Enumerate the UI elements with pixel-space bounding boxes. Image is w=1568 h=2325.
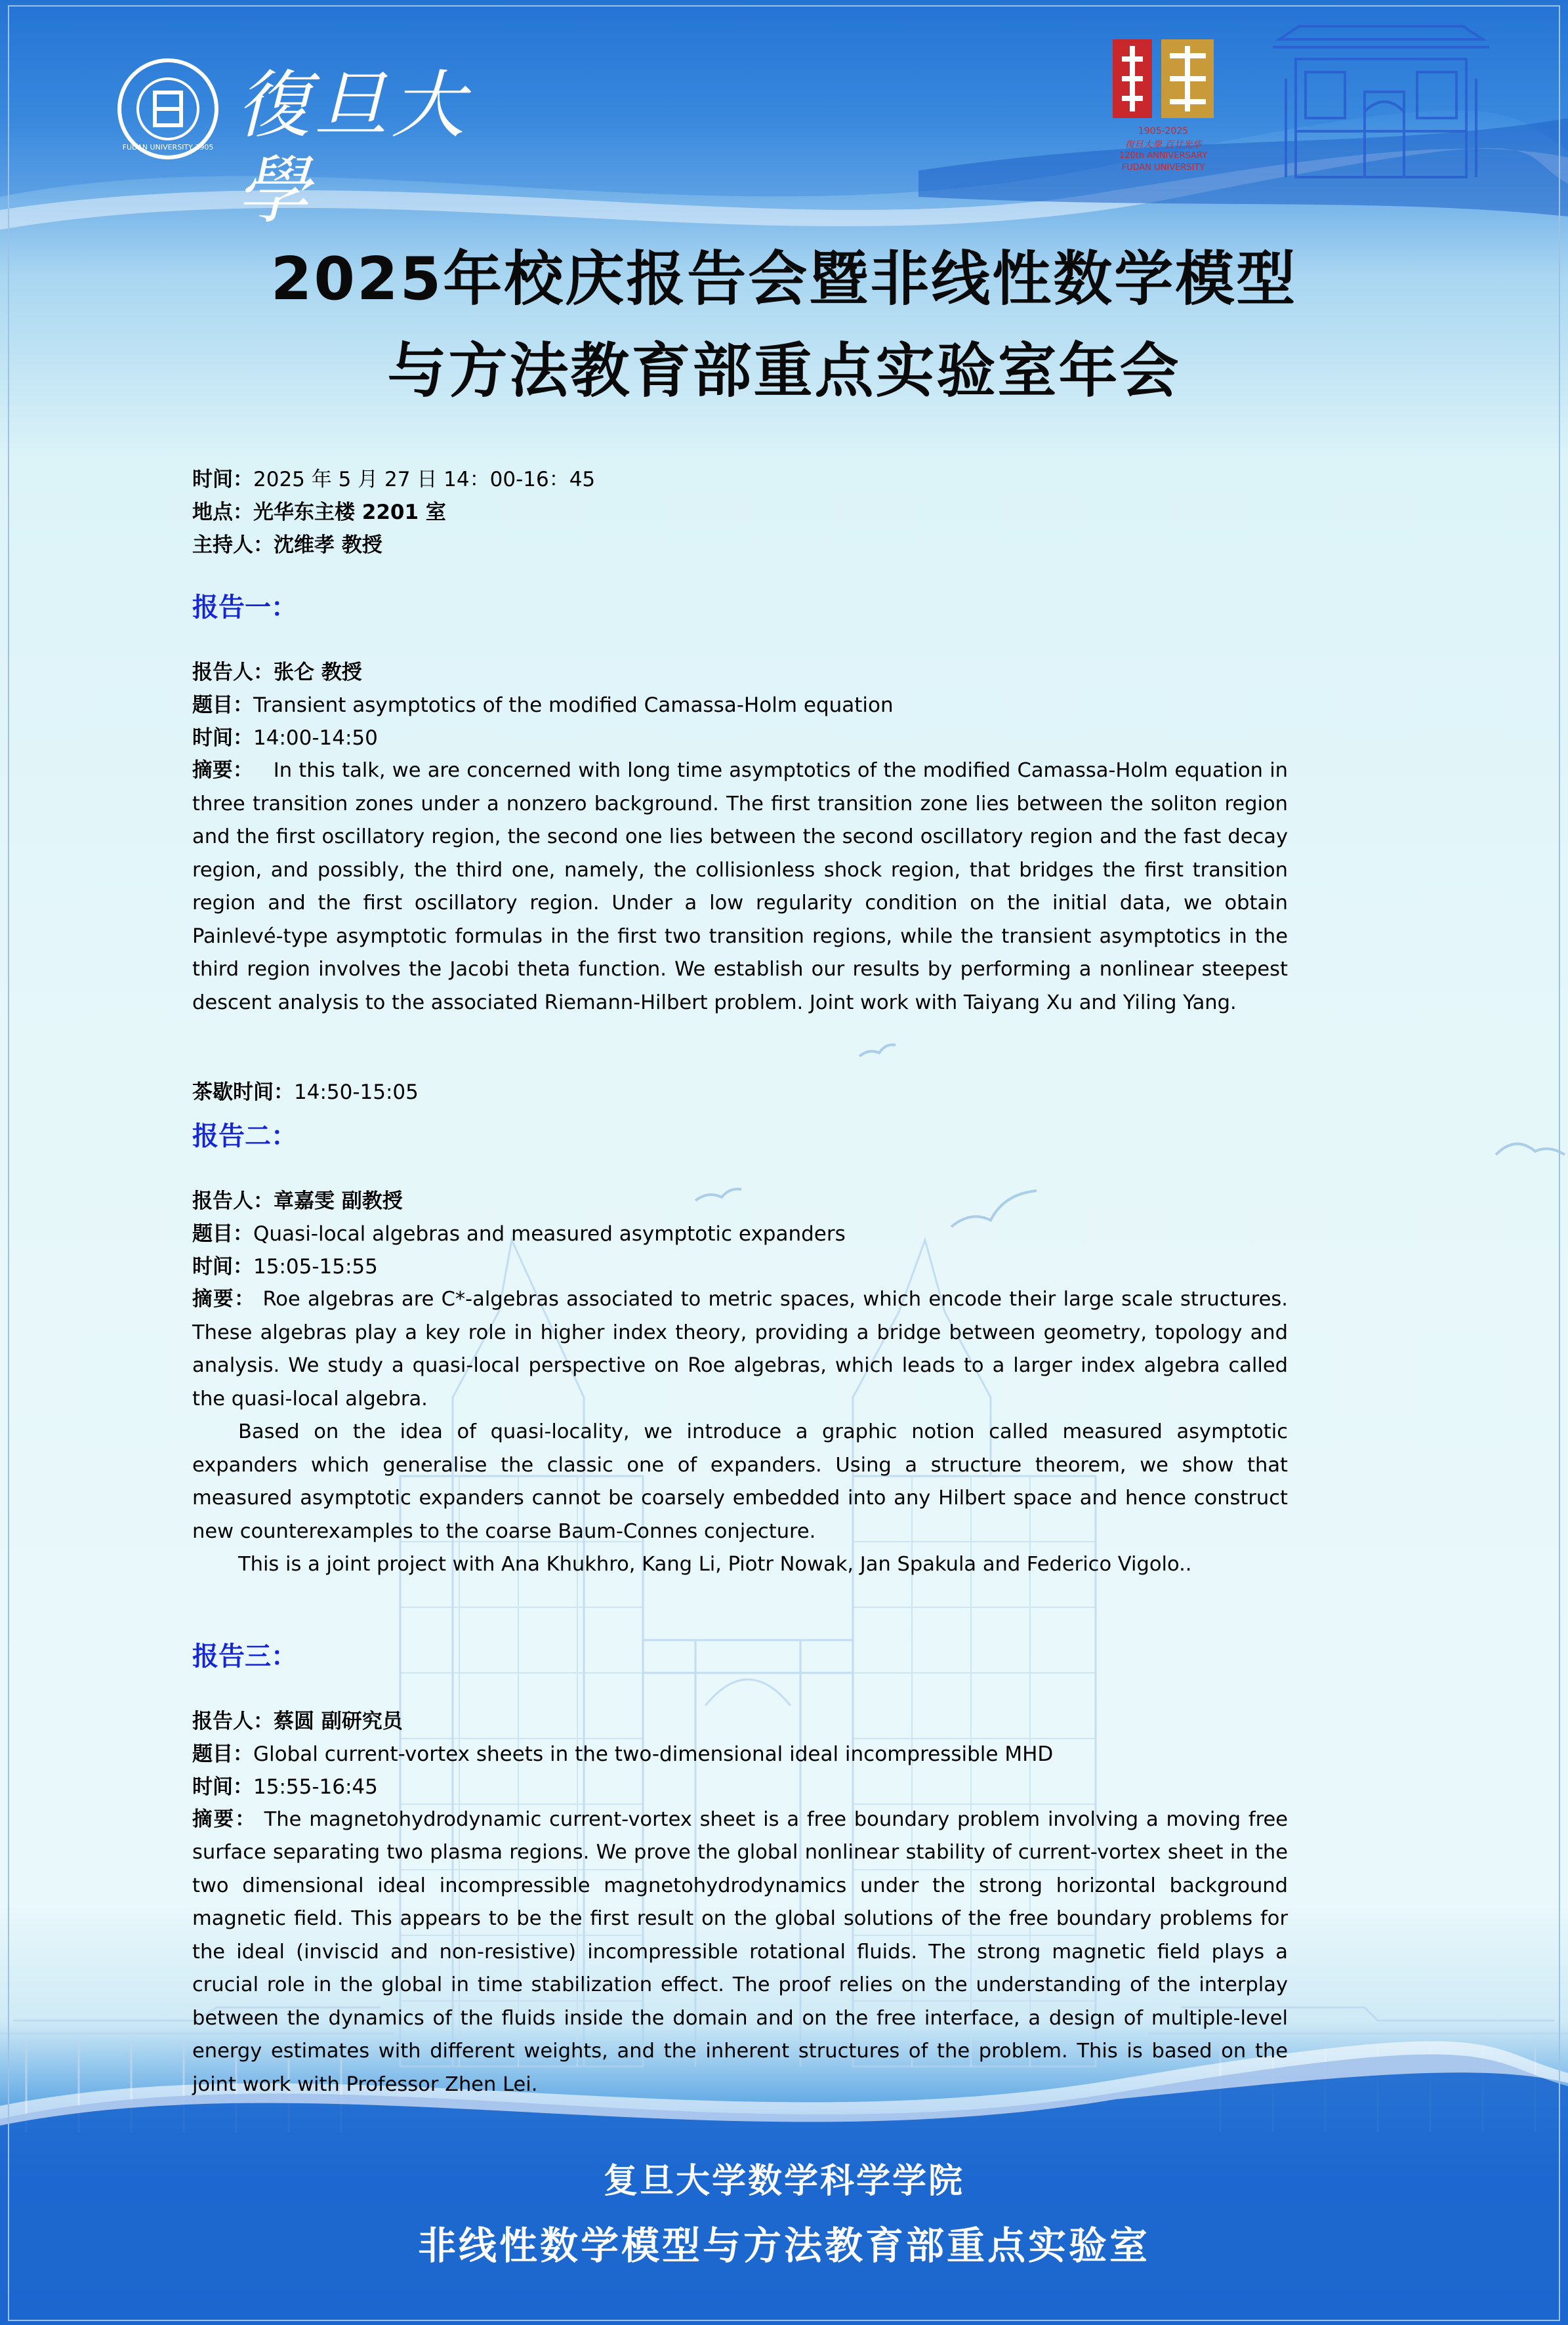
time-label: 时间：	[192, 1255, 253, 1279]
speaker-label: 报告人：	[192, 661, 274, 684]
anniversary-line2: FUDAN UNIVERSITY	[1121, 163, 1205, 173]
report-2-abstract-p2: Based on the idea of quasi-locality, we introduce a graphic notion called measured asymptotic expanders which generalise the classic one of expanders. Using a structure theorem, we show that measured asymptotic expanders cannot be coarsely embedded into any Hilbert space and hence construct new counterexamples to the coarse Baum-Connes conjecture.	[192, 1420, 1288, 1543]
footer-school: 复旦大学数学科学学院	[603, 2162, 964, 2201]
abstract-label: 摘要：	[192, 1807, 257, 1831]
report-3-speaker	[192, 1705, 1288, 1738]
report-3-topic-text: Global current-vortex sheets in the two-dimensional ideal incompressible MHD	[253, 1742, 1054, 1766]
report-3-heading: 报告三：	[192, 1641, 297, 1672]
report-3-speaker-name: 蔡圆 副研究员	[274, 1709, 403, 1733]
event-host-value: 沈维孝 教授	[274, 533, 382, 557]
time-label: 时间：	[192, 1775, 253, 1799]
report-3-abstract-text: The magnetohydrodynamic current-vortex sheet is a free boundary problem involving a moving free surface separating two plasma regions. We prove the global nonlinear stability of current-vortex sheet in the two dimensional ideal incompressible magnetohydrodynamics under the strong horizontal background magnetic field. This appears to be the first result on the global solutions of the free boundary problems for the ideal (inviscid and non-resistive) incompressible rotational fluids. The strong magnetic field plays a crucial role in the global in time stabilization effect. The proof relies on the understanding of the interplay between the dynamics of the fluids inside the domain and on the free interface, a design of multiple-level energy estimates with different weights, and the inherent structures of the problem. This is based on the joint work with Professor Zhen Lei.	[192, 1807, 1288, 2096]
report-2-heading: 报告二：	[192, 1121, 297, 1151]
report-2-topic	[192, 1218, 1288, 1250]
event-host-label: 主持人：	[192, 533, 274, 557]
report-2	[192, 1117, 1288, 1582]
report-2-topic-text: Quasi-local algebras and measured asymptotic expanders	[253, 1222, 846, 1246]
topic-label: 题目：	[192, 1222, 253, 1246]
fudan-emblem-text: FUDAN UNIVERSITY 1905	[122, 143, 214, 152]
event-host	[192, 529, 1288, 562]
event-info	[192, 463, 1288, 562]
report-3-abstract	[192, 1803, 1288, 2102]
report-2-speaker	[192, 1185, 1288, 1218]
report-1-abstract-text: In this talk, we are concerned with long time asymptotics of the modified Camassa-Holm equation in three transition zones under a nonzero background. The first transition zone lies between the soliton region and the first oscillatory region, the second one lies between the second oscillatory region and the fast decay region, and possibly, the third one, namely, the collisionless shock region, that bridges the first transition region and the first oscillatory region. Under a low regularity condition on the initial data, we obtain Painlevé-type asymptotic formulas in the first two transition regions, while the transient asymptotics in the third region involves the Jacobi theta function. We establish our results by performing a nonlinear steepest descent analysis to the associated Riemann-Hilbert problem. Joint work with Taiyang Xu and Yiling Yang.	[192, 759, 1288, 1014]
report-1-topic	[192, 689, 1288, 722]
report-1-heading: 报告一：	[192, 592, 297, 623]
time-label: 时间：	[192, 726, 253, 750]
main-content	[192, 463, 1288, 2101]
event-time-label: 时间：	[192, 468, 253, 491]
tea-break	[192, 1076, 1288, 1109]
title-line-1: 2025年校庆报告会暨非线性数学模型	[270, 245, 1298, 314]
report-3	[192, 1637, 1288, 2102]
report-1-speaker	[192, 656, 1288, 689]
abstract-label: 摘要：	[192, 759, 254, 782]
report-2-time	[192, 1250, 1288, 1283]
report-1-topic-text: Transient asymptotics of the modified Camassa-Holm equation	[253, 693, 894, 717]
title-line-2: 与方法教育部重点实验室年会	[387, 337, 1181, 405]
abstract-label: 摘要：	[192, 1288, 256, 1311]
report-2-time-text: 15:05-15:55	[253, 1255, 378, 1279]
tea-break-value: 14:50-15:05	[294, 1080, 419, 1104]
fudan-logo	[115, 56, 483, 234]
report-3-time	[192, 1771, 1288, 1803]
report-1	[192, 588, 1288, 1019]
anniversary-slogan: 復旦大學 百廿光华	[1124, 140, 1202, 150]
event-place-value: 光华东主楼 2201 室	[253, 501, 446, 524]
report-2-abstract-text: Roe algebras are C*-algebras associated to metric spaces, which encode their large scale structures. These algebras play a key role in higher index theory, providing a bridge between geometry, topology and analysis. We study a quasi-local perspective on Roe algebras, which leads to a larger index algebra called the quasi-local algebra.	[192, 1288, 1289, 1410]
report-1-time	[192, 722, 1288, 754]
report-2-abstract-p3: This is a joint project with Ana Khukhro, Kang Li, Piotr Nowak, Jan Spakula and Federico Vigolo..	[238, 1553, 1192, 1576]
event-time	[192, 463, 1288, 496]
fudan-logo-name: 復旦大學	[236, 63, 468, 234]
report-1-speaker-name: 张仑 教授	[274, 661, 362, 684]
anniversary-logo	[1107, 33, 1219, 177]
event-time-value: 2025 年 5 月 27 日 14：00-16：45	[253, 468, 596, 491]
speaker-label: 报告人：	[192, 1189, 274, 1213]
topic-label: 题目：	[192, 1742, 253, 1766]
anniversary-line1: 120th ANNIVERSARY	[1119, 151, 1208, 161]
footer-lab: 非线性数学模型与方法教育部重点实验室	[417, 2223, 1150, 2268]
event-place-label: 地点：	[192, 501, 253, 524]
speaker-label: 报告人：	[192, 1709, 274, 1733]
event-place	[192, 496, 1288, 529]
tea-break-label: 茶歇时间：	[192, 1080, 294, 1104]
anniversary-years: 1905-2025	[1138, 126, 1189, 136]
report-3-time-text: 15:55-16:45	[253, 1775, 378, 1799]
report-2-abstract	[192, 1283, 1288, 1416]
report-1-abstract	[192, 754, 1288, 1019]
report-3-topic	[192, 1738, 1288, 1771]
anniversary-emblem-icon	[1107, 33, 1219, 125]
report-2-speaker-name: 章嘉雯 副教授	[274, 1189, 403, 1213]
report-1-time-text: 14:00-14:50	[253, 726, 378, 750]
topic-label: 题目：	[192, 693, 253, 717]
